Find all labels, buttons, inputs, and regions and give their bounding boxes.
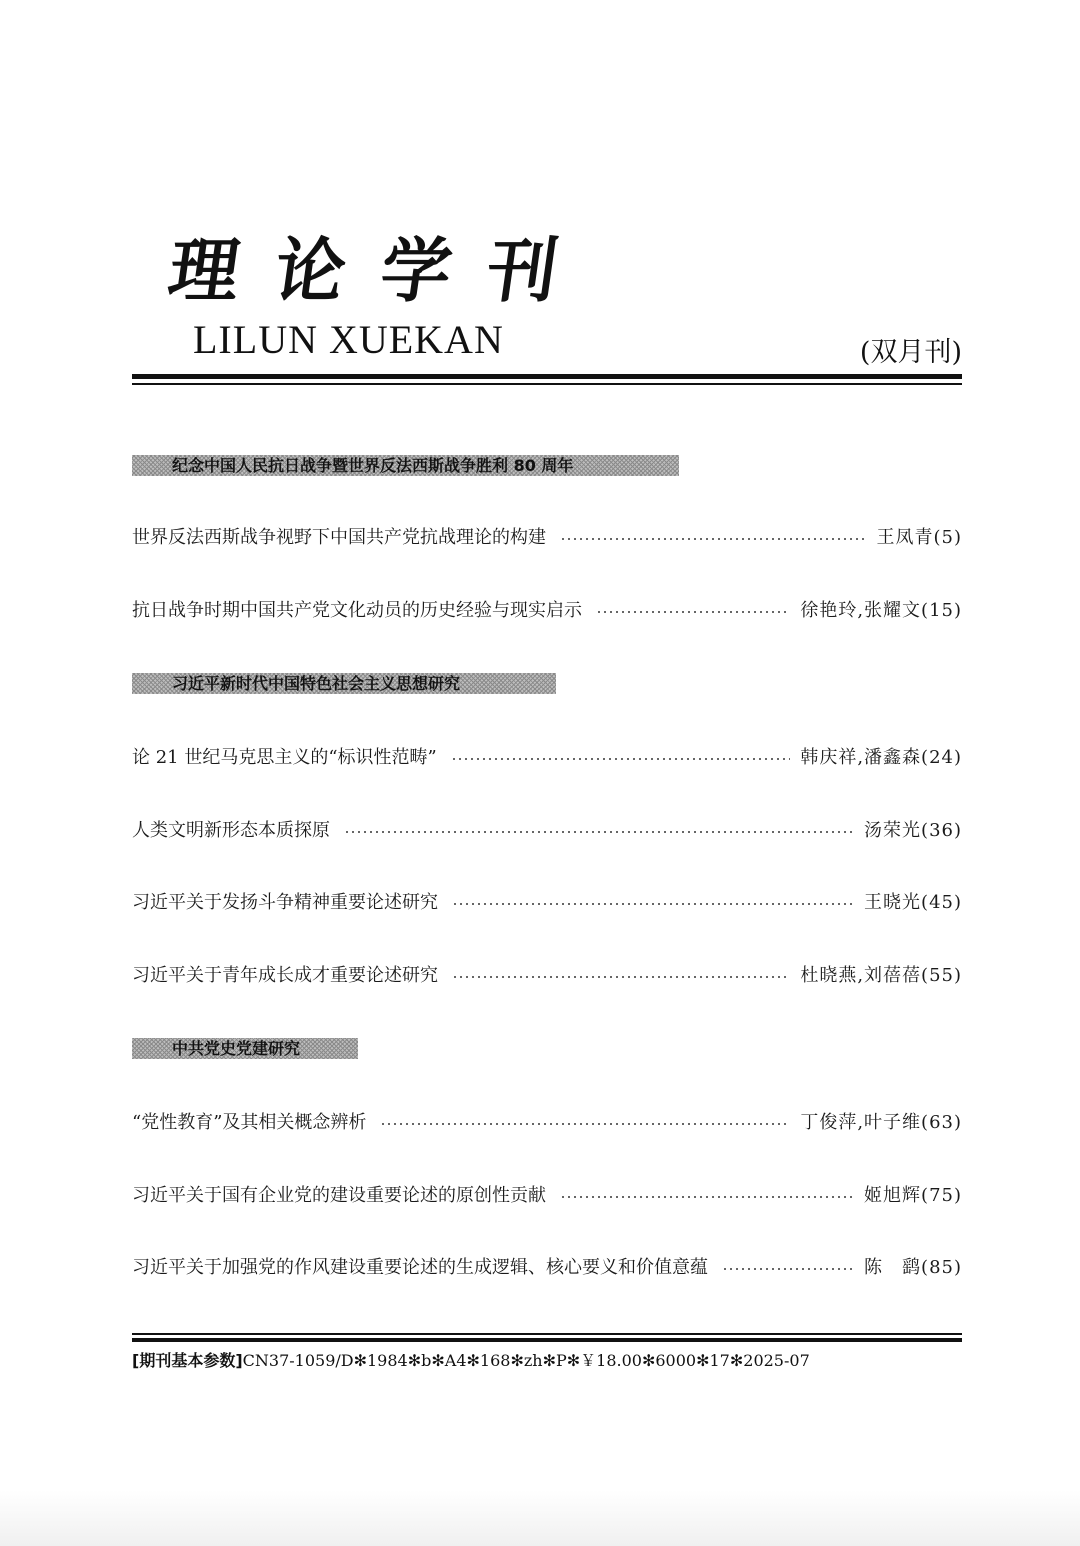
journal-logo-calligraphy: 理论学刊 bbox=[163, 229, 600, 312]
article-title: “党性教育”及其相关概念辨析 bbox=[132, 1112, 367, 1133]
toc-entry[interactable] bbox=[132, 1106, 962, 1136]
header-rule-thin bbox=[132, 383, 962, 385]
article-title: 人类文明新形态本质探原 bbox=[132, 820, 330, 841]
article-title: 论 21 世纪马克思主义的“标识性范畴” bbox=[132, 747, 437, 768]
params-label: [期刊基本参数] bbox=[132, 1351, 243, 1370]
dot-leader bbox=[560, 1196, 854, 1198]
article-title: 习近平关于发扬斗争精神重要论述研究 bbox=[132, 892, 438, 913]
toc-entry[interactable] bbox=[132, 521, 962, 551]
article-author-page: 陈 鹞(85) bbox=[864, 1257, 962, 1278]
footer-rule-thin bbox=[132, 1333, 962, 1335]
article-title: 习近平关于国有企业党的建设重要论述的原创性贡献 bbox=[132, 1185, 546, 1206]
journal-parameters bbox=[132, 1348, 810, 1371]
article-title: 习近平关于青年成长成才重要论述研究 bbox=[132, 965, 438, 986]
dot-leader bbox=[452, 903, 854, 905]
dot-leader bbox=[380, 1123, 790, 1125]
toc-entry[interactable] bbox=[132, 594, 962, 624]
article-author-page: 丁俊萍,叶子维(63) bbox=[800, 1112, 962, 1133]
article-author-page: 杜晓燕,刘蓓蓓(55) bbox=[800, 965, 962, 986]
toc-entry[interactable] bbox=[132, 814, 962, 844]
dot-leader bbox=[596, 611, 790, 613]
footer-rule-thick bbox=[132, 1338, 962, 1342]
toc-entry[interactable] bbox=[132, 1251, 962, 1281]
section-label-anniversary: 纪念中国人民抗日战争暨世界反法西斯战争胜利 80 周年 bbox=[132, 455, 679, 476]
section-label-party-history: 中共党史党建研究 bbox=[132, 1038, 358, 1059]
article-author-page: 王凤青(5) bbox=[876, 527, 962, 548]
article-author-page: 姬旭辉(75) bbox=[864, 1185, 962, 1206]
dot-leader bbox=[344, 831, 854, 833]
article-author-page: 韩庆祥,潘鑫森(24) bbox=[800, 747, 962, 768]
toc-entry[interactable] bbox=[132, 1179, 962, 1209]
article-title: 抗日战争时期中国共产党文化动员的历史经验与现实启示 bbox=[132, 600, 582, 621]
article-author-page: 徐艳玲,张耀文(15) bbox=[800, 600, 962, 621]
toc-entry[interactable] bbox=[132, 959, 962, 989]
dot-leader bbox=[560, 538, 867, 540]
params-value: CN37-1059/D✻1984✻b✻A4✻168✻zh✻P✻￥18.00✻6000✻17✻2025-07 bbox=[242, 1351, 810, 1370]
section-label-xi-thought: 习近平新时代中国特色社会主义思想研究 bbox=[132, 673, 556, 694]
journal-title-english: LILUN XUEKAN bbox=[193, 317, 504, 362]
publication-frequency: (双月刊) bbox=[859, 337, 962, 368]
dot-leader bbox=[722, 1268, 854, 1270]
article-author-page: 汤荣光(36) bbox=[864, 820, 962, 841]
dot-leader bbox=[452, 976, 790, 978]
article-author-page: 王晓光(45) bbox=[864, 892, 962, 913]
header-rule-thick bbox=[132, 374, 962, 379]
dot-leader bbox=[451, 758, 791, 760]
toc-entry[interactable] bbox=[132, 886, 962, 916]
page-bottom-shadow bbox=[0, 1490, 1080, 1546]
article-title: 习近平关于加强党的作风建设重要论述的生成逻辑、核心要义和价值意蕴 bbox=[132, 1257, 708, 1278]
toc-entry[interactable] bbox=[132, 741, 962, 771]
article-title: 世界反法西斯战争视野下中国共产党抗战理论的构建 bbox=[132, 527, 546, 548]
